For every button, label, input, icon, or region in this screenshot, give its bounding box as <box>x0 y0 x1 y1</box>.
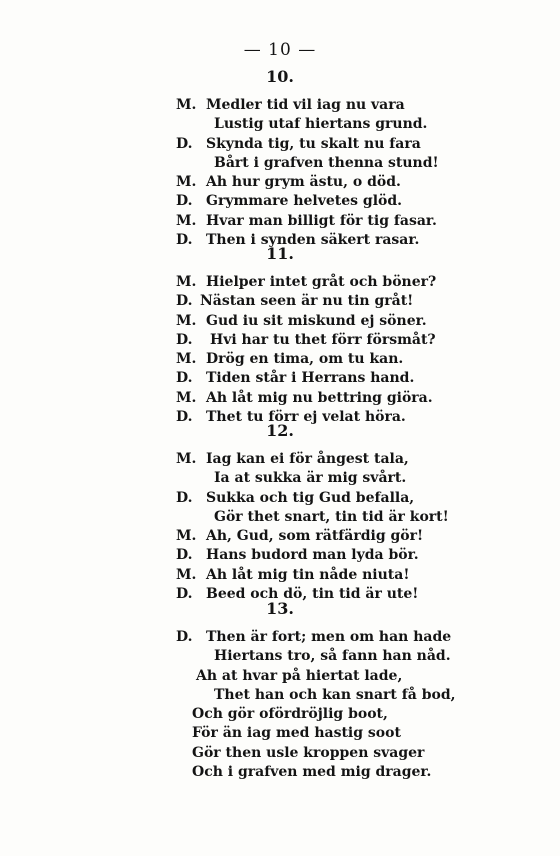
speaker-label: D. <box>176 370 193 387</box>
verse-line <box>0 369 560 388</box>
verse-text: Iag kan ei för ångest tala, <box>206 451 409 467</box>
verse-text: Hans budord man lyda bör. <box>206 547 419 564</box>
speaker-label: M. <box>176 312 197 329</box>
speaker-label: M. <box>176 351 197 368</box>
verse-line <box>0 724 560 743</box>
verse-text: För än iag med hastig soot <box>192 725 401 742</box>
verse-line <box>0 212 560 231</box>
verse-line <box>0 705 560 724</box>
verse-text: Bårt i grafven thenna stund! <box>214 154 439 171</box>
verse-line <box>0 686 560 705</box>
speaker-label: D. <box>176 547 193 564</box>
verse-text: Drög en tima, om tu kan. <box>206 351 404 368</box>
verse-line <box>0 154 560 173</box>
verse-text: Thet tu förr ej velat höra. <box>206 409 406 426</box>
verse-line <box>0 527 560 546</box>
stanza-number: 11. <box>266 244 294 263</box>
verse-text: Medler tid vil iag nu vara <box>206 97 405 113</box>
verse-line <box>0 546 560 565</box>
verse-line <box>0 628 560 647</box>
verse-line <box>0 389 560 408</box>
verse-line <box>0 667 560 686</box>
verse-text: Sukka och tig Gud befalla, <box>206 489 415 506</box>
speaker-label: M. <box>176 97 197 113</box>
verse-line <box>0 744 560 763</box>
speaker-label: M. <box>176 274 197 290</box>
verse-line <box>0 115 560 134</box>
verse-line <box>0 173 560 192</box>
verse-text: Hvar man billigt för tig fasar. <box>206 212 437 229</box>
verse-line <box>0 566 560 585</box>
verse-text: Ah at hvar på hiertat lade, <box>196 667 403 684</box>
speaker-label: D. <box>176 489 193 506</box>
speaker-label: D. <box>176 193 193 210</box>
stanza-number: 10. <box>266 67 294 86</box>
verse-text: Hvi har tu thet förr försmåt? <box>210 331 436 348</box>
verse-line <box>0 96 560 115</box>
verse-text: Och gör ofördröjlig boot, <box>192 706 388 723</box>
stanza-10 <box>0 66 560 250</box>
verse-text: Hielper intet gråt och böner? <box>206 274 437 290</box>
verse-text: Then i synden säkert rasar. <box>206 232 420 249</box>
verse-text: Tiden står i Herrans hand. <box>206 370 415 387</box>
verse-text: Och i grafven med mig drager. <box>192 764 432 781</box>
verse-line <box>0 331 560 350</box>
verse-line <box>0 292 560 311</box>
speaker-label: D. <box>176 135 193 152</box>
stanza-number: 12. <box>266 421 294 440</box>
speaker-label: D. <box>176 629 193 645</box>
verse-text: Lustig utaf hiertans grund. <box>214 116 428 133</box>
verse-text: Gör then usle kroppen svager <box>192 744 425 761</box>
verse-line <box>0 135 560 154</box>
speaker-label: D. <box>176 331 193 348</box>
stanza-12 <box>0 420 560 604</box>
verse-text: Ah hur grym ästu, o död. <box>206 174 401 191</box>
verse-line <box>0 647 560 666</box>
speaker-label: D. <box>176 409 193 426</box>
speaker-label: M. <box>176 174 197 191</box>
page-number: — 10 — <box>243 40 317 60</box>
speaker-label: M. <box>176 566 197 583</box>
verse-line <box>0 763 560 782</box>
verse-text: Thet han och kan snart få bod, <box>214 686 456 703</box>
verse-line <box>0 312 560 331</box>
speaker-label: D. <box>176 232 193 249</box>
verse-text: Ia at sukka är mig svårt. <box>214 470 407 487</box>
speaker-label: M. <box>176 451 197 467</box>
verse-line <box>0 450 560 469</box>
verse-text: Gör thet snart, tin tid är kort! <box>214 508 449 525</box>
stanza-11 <box>0 243 560 427</box>
verse-text: Grymmare helvetes glöd. <box>206 193 403 210</box>
verse-text: Ah låt mig tin nåde niuta! <box>206 566 410 583</box>
verse-line <box>0 273 560 292</box>
verse-text: Beed och dö, tin tid är ute! <box>206 586 419 603</box>
stanza-number: 13. <box>266 599 294 618</box>
speaker-label: D. <box>176 293 193 310</box>
verse-line <box>0 469 560 488</box>
verse-line <box>0 350 560 369</box>
verse-line <box>0 489 560 508</box>
stanza-13 <box>0 598 560 782</box>
verse-text: Gud iu sit miskund ej söner. <box>206 312 427 329</box>
speaker-label: M. <box>176 528 197 545</box>
verse-text: Ah låt mig nu bettring giöra. <box>206 389 433 406</box>
verse-line <box>0 192 560 211</box>
verse-text: Then är fort; men om han hade <box>206 629 452 645</box>
verse-text: Ah, Gud, som rätfärdig gör! <box>206 528 424 545</box>
verse-text: Nästan seen är nu tin gråt! <box>200 293 414 310</box>
verse-text: Skynda tig, tu skalt nu fara <box>206 135 421 152</box>
speaker-label: M. <box>176 212 197 229</box>
verse-text: Hiertans tro, så fann han nåd. <box>214 648 451 665</box>
speaker-label: D. <box>176 586 193 603</box>
speaker-label: M. <box>176 389 197 406</box>
verse-line <box>0 508 560 527</box>
